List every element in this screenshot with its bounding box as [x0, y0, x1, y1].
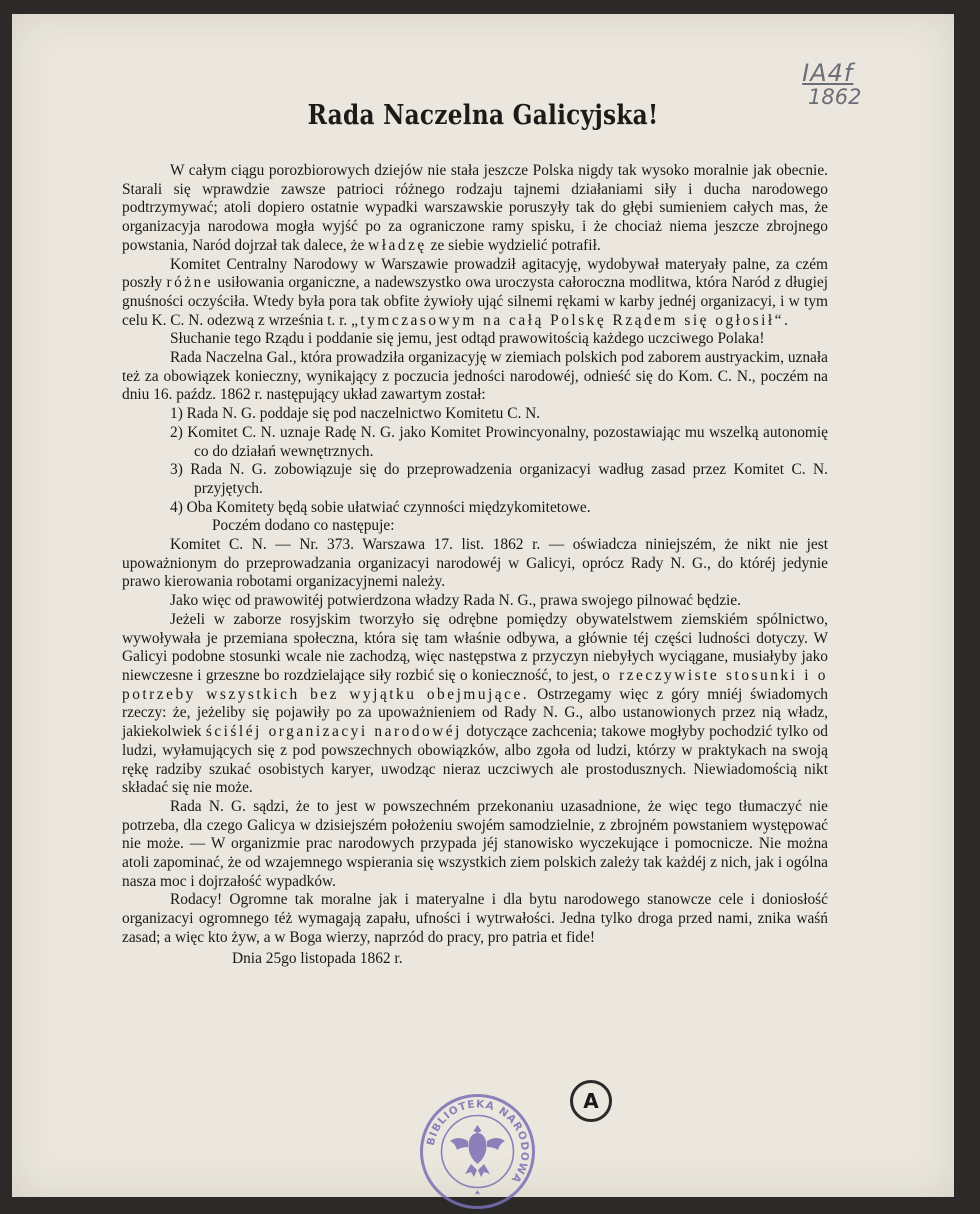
paragraph-text: dotyczące zachcenia; takowe mogłyby pochodzić tylko od ludzi, wyłamujących się z pod powszechnych obowiązków, albo zgoła od ludzi, którzy w praktykach na swoją rękę radziby szukać osobistych karyer, uwodząc nieraz uczciwych ale prostodusznych. Niewiadomością nikt składać się nie może.	[122, 723, 828, 797]
letter-a-stamp: A	[570, 1080, 612, 1122]
paragraph: Komitet C. N. — Nr. 373. Warszawa 17. list. 1862 r. — oświadcza niniejszém, że nikt nie jest upoważnionym do przeprowadzania organizacyi narodowéj w Galicyi, oprócz Rady N. G., do któréj jedynie prawo kierowania robotami organizacyjnemi należy.	[122, 536, 828, 591]
paragraph-text: Komitet Centralny Narodowy w Warszawie prowadził agitacyję, wydobywał materyały palne, za czém poszły	[122, 255, 828, 292]
list-item: 2) Komitet C. N. uznaje Radę N. G. jako Komitet Prowincyonalny, pozostawiając mu wszelką autonomię co do działań wewnętrznych.	[170, 423, 828, 460]
paragraph-text: W całym ciągu porozbiorowych dziejów nie stała jeszcze Polska nigdy tak wysoko moralnie jak obecnie. Starali się wprawdzie zawsze patrioci różnego rodzaju tajnemi działaniami siły i ducha narodowego podtrzymywać; atoli dopiero ostatnie wypadki warszawskie poruszyły tak do głębi sumieniem całych mas, że organizacyja narodowa mogła wyjść po za ograniczone ramy spisku, i że chociaż niema jeszcze zbrojnego powstania, Naród dojrzał tak dalece, że	[122, 162, 828, 254]
paragraph	[122, 162, 828, 256]
library-stamp-icon	[415, 1089, 540, 1214]
list-item: 3) Rada N. G. zobowiązuje się do przeprowadzenia organizacyi wadług zasad przez Komitet C. N. przyjętych.	[170, 461, 828, 497]
document-page	[12, 14, 954, 1197]
archive-signature: IA4f	[802, 59, 854, 87]
eagle-icon	[450, 1125, 505, 1177]
paragraph: Poczém dodano co następuje:	[212, 517, 395, 535]
paragraph-text: Jeżeli w zaborze rosyjskim tworzyło się odrębne pomiędzy obywatelstwem ziemskiém spólnictwo, wywoływała je przemiana społeczna, która się tam właśnie odbywa, a głównie téj części ludności dotyczy. W Galicyi podobne stosunki wcale nie zachodzą, więc następstwa z przyczyn niebyłych wyciągane, musiałyby jako niewczesne i grzeszne bo rozdzielające siły rozbić się o konieczność, to jest,	[122, 610, 828, 684]
paragraph	[122, 611, 828, 798]
stamp-text-path: BIBLIOTEKA NARODOWA	[424, 1098, 531, 1186]
date-line: Dnia 25go listopada 1862 r.	[232, 949, 403, 967]
star-icon	[475, 1190, 480, 1195]
emphasis-text: „tymczasowym na całą Polskę Rządem się ogłosił“.	[351, 311, 791, 329]
emphasis-text: ściśléj organizacyi narodowéj	[205, 723, 462, 741]
agreement-list	[122, 405, 828, 517]
list-item: 1) Rada N. G. poddaje się pod naczelnictwo Komitetu C. N.	[170, 405, 541, 423]
paragraph: Jako więc od prawowitéj potwierdzona władzy Rada N. G., prawa swojego pilnować będzie.	[170, 592, 741, 610]
paragraph: Rada N. G. sądzi, że to jest w powszechném przekonaniu uzasadnione, że więc tego tłumaczyć nie potrzeba, dla czego Galicya w dzisiejszém położeniu swojém samodzielnie, z zbrojném powstaniem występować nie może. — W organizmie prac narodowych przypada jéj stanowisko wyczekujące i pomocnicze. Nie można atoli zapominać, że od wzajemnego wspierania się wszystkich ziem polskich zależy tak każdéj z nich, jak i ogólna nasza moc i dojrzałość wypadków.	[122, 797, 828, 890]
paragraph	[122, 256, 828, 331]
paragraph: Słuchanie tego Rządu i poddanie się jemu, jest odtąd prawowitością każdego uczciwego Polaka!	[170, 330, 765, 348]
archive-year: 1862	[808, 85, 862, 110]
paragraph: Rodacy! Ogromne tak moralne jak i materyalne i dla bytu narodowego stanowcze cele i doniosłość organizacyi ogromnego téż wymagają zapału, ufności i wytrwałości. Jedna tylko droga przed nami, znika waśń zasad; a więc kto żyw, a w Boga wierzy, naprzód do pracy, pro patria et fide!	[122, 891, 828, 946]
paragraph-text: ze siebie wydzielić potrafił.	[430, 236, 601, 254]
list-item: 4) Oba Komitety będą sobie ułatwiać czynności międzykomitetowe.	[170, 498, 591, 516]
emphasis-text: różne	[166, 274, 214, 292]
document-body	[122, 162, 828, 968]
paragraph: Rada Naczelna Gal., która prowadziła organizacyję w ziemiach polskich pod zaborem austryackim, uznała też za obowiązek konieczny, wynikający z poczucia jedności narodowéj, odnieść się do Kom. C. N., poczém na dniu 16. paźdz. 1862 r. następujący układ zawartym został:	[122, 349, 828, 404]
emphasis-text: o rzeczywiste stosunki i o potrzeby wszystkich bez wyjątku obejmujące.	[122, 666, 828, 703]
paragraph-text: usiłowania organiczne, a nadewszystko owa uroczysta całoroczna modlitwa, która Naród z długiej gnuśności oczyściła. Wtedy była pora tak obfite żywioły ująć silnemi rękami w karby jednéj organizacyi, i w tym celu K. C. N. odezwą z września t. r.	[122, 274, 828, 329]
emphasis-text: władzę	[368, 236, 427, 254]
document-title: Rada Naczelna Galicyjska!	[307, 100, 659, 131]
paragraph-text: Ostrzegamy więc z góry mniéj świadomych rzeczy: że, jeżeliby się pojawiły po za upoważnieniem od Rady N. G., albo ustanowionych przez nią władz, jakiekolwiek	[122, 685, 828, 741]
